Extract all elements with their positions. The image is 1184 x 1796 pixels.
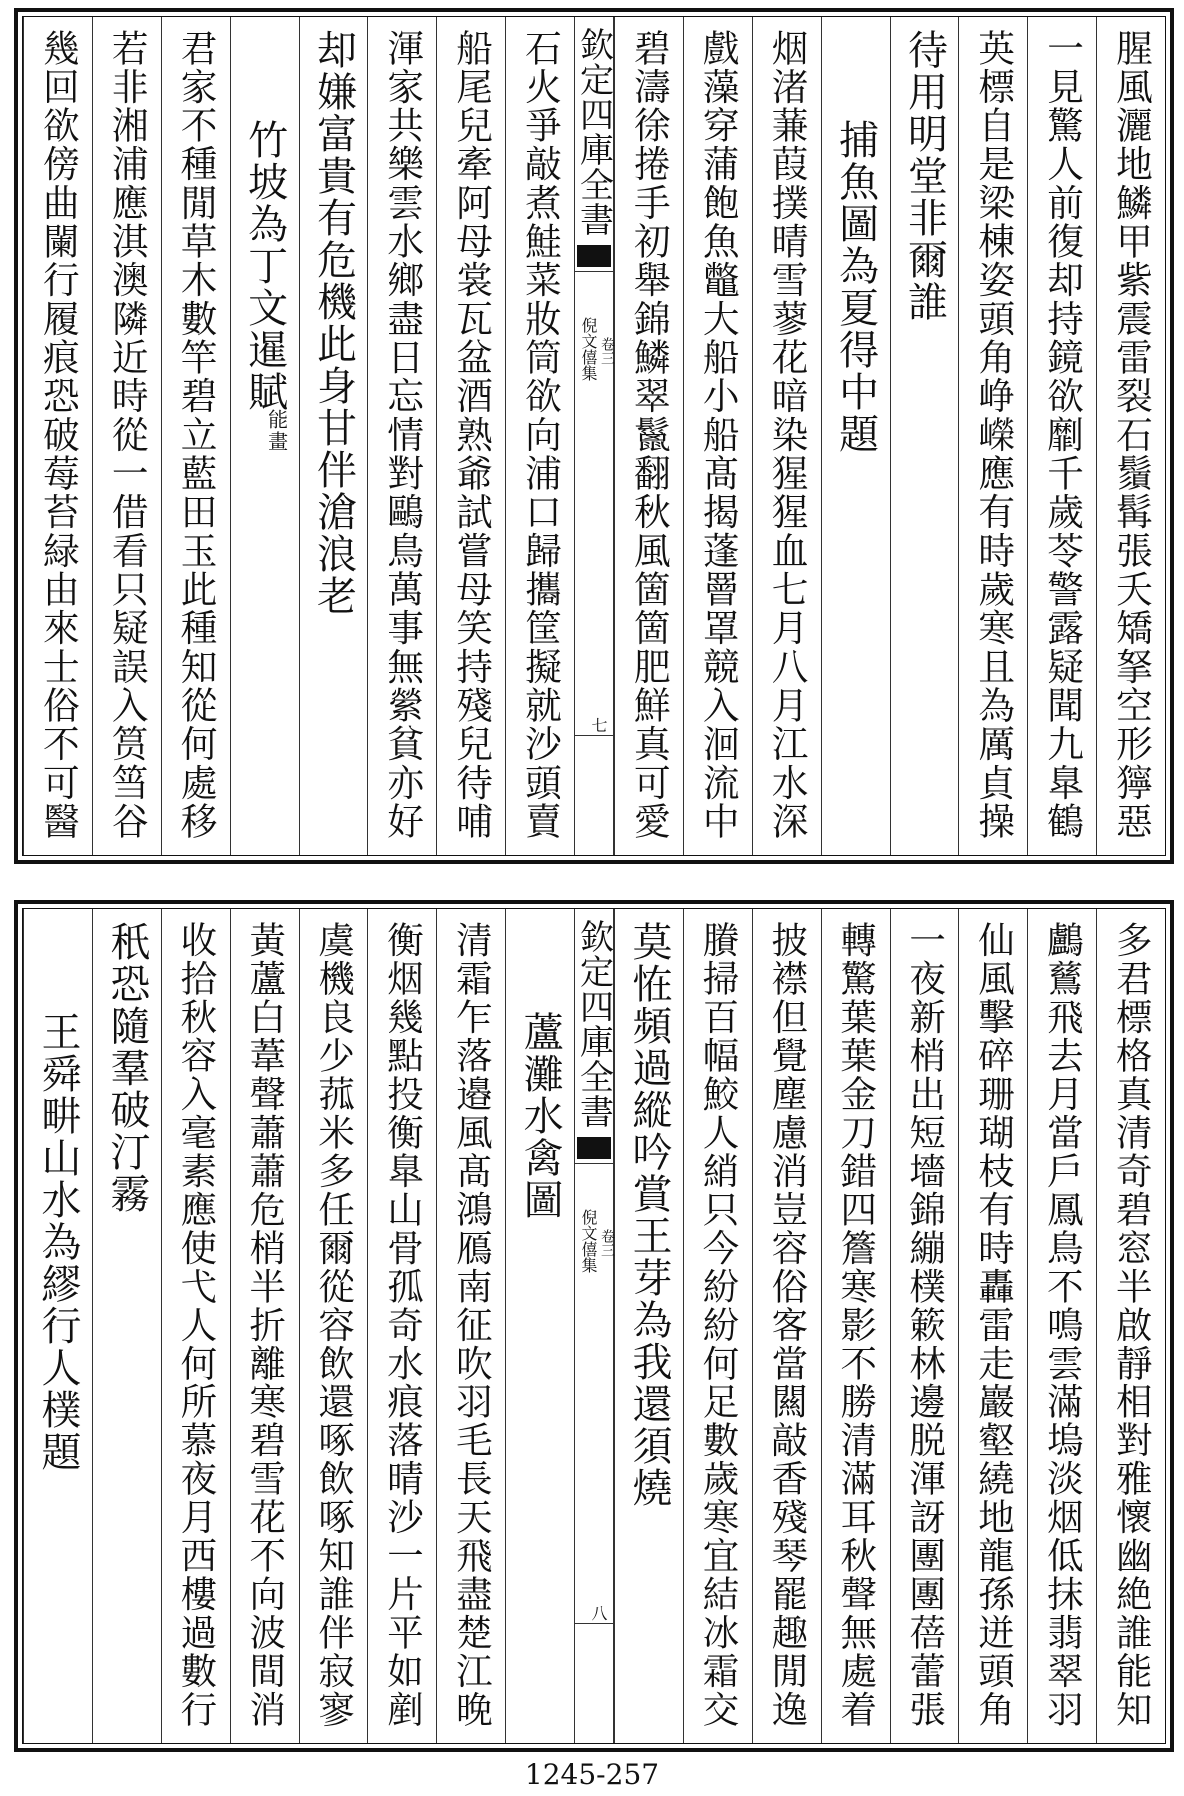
text-column (23, 909, 92, 1743)
text-column (1096, 909, 1165, 1743)
verse-line: 幾回欲傍曲闌行履痕恐破莓苔緑由來士俗不可醫 (37, 29, 81, 841)
leaf-rule (575, 1623, 613, 1624)
leaf-number: 八 (589, 1605, 608, 1621)
juan-number: 卷三 (599, 337, 615, 365)
verse-line: 黃蘆白葦聲蕭蕭危梢半折離寒碧雪花不向波間消 (243, 921, 287, 1729)
verse-line: 戲藻穿蒲飽魚鼈大船小船髙揭蓬罾罩競入洄流中 (697, 29, 741, 841)
verse-line: 仙風擊碎珊瑚枝有時轟雷走巖壑繞地龍孫迸頭角 (972, 921, 1016, 1729)
text-column (92, 909, 161, 1743)
text-column (367, 17, 436, 855)
text-column (436, 17, 505, 855)
text-column (683, 909, 752, 1743)
text-column (1027, 17, 1096, 855)
verse-line: 待用明堂非爾誰 (901, 29, 948, 323)
text-column (752, 909, 821, 1743)
fold-column (574, 909, 614, 1743)
text-column (614, 17, 683, 855)
fishtail-rule (575, 271, 613, 272)
poem-title: 竹坡為丁文暹賦 (241, 119, 288, 413)
text-column (299, 17, 368, 855)
verse-line: 碧濤徐捲手初舉錦鱗翠鬣翻秋風箇箇肥鮮真可愛 (628, 29, 672, 841)
verse-line: 披襟但覺塵慮消豈容俗客當闗敲香殘琴罷趣閒逸 (765, 921, 809, 1729)
verse-line: 却嫌富貴有危機此身甘伴滄浪老 (310, 29, 357, 617)
text-column (614, 909, 683, 1743)
verse-line: 鸕鶿飛去月當戶鳳鳥不鳴雲滿塢淡烟低抹翡翠羽 (1041, 921, 1085, 1729)
text-column (367, 909, 436, 1743)
text-column (958, 17, 1027, 855)
fishtail-mark (577, 1137, 611, 1159)
verse-line: 一見驚人前復却持鏡欲劘千歲苓警露疑聞九臯鶴 (1041, 29, 1085, 841)
verse-line: 若非湘浦應淇澳隣近時從一借看只疑誤入筼筜谷 (106, 29, 150, 841)
text-column (890, 909, 959, 1743)
verse-line: 船尾兒牽阿母裳瓦盆酒熟爺試嘗母笑持殘兒待哺 (450, 29, 494, 841)
fold-column (574, 17, 614, 855)
poem-title: 王舜畊山水為繆行人樸題 (34, 1011, 81, 1473)
book-title: 欽定四庫全書 (573, 919, 614, 1129)
verse-line: 烟渚蒹葭撲晴雪蓼花暗染猩猩血七月八月江水深 (766, 29, 810, 841)
text-column (230, 909, 299, 1743)
text-column (230, 17, 299, 855)
text-column (92, 17, 161, 855)
verse-line: 君家不種閒草木數竿碧立藍田玉此種知從何處移 (175, 29, 219, 841)
verse-line: 虞機良少菰米多任爾從容飲還啄飲啄知誰伴寂寥 (312, 921, 356, 1729)
verse-line: 衡烟幾點投衡臯山骨孤奇水痕落晴沙一片平如剷 (381, 921, 425, 1729)
text-column (161, 17, 230, 855)
text-column (890, 17, 959, 855)
author-note: 能畫 (264, 409, 289, 453)
verse-line: 石火爭敲煮鮭菜妝筒欲向浦口歸攜筐擬就沙頭賣 (519, 29, 563, 841)
text-column (436, 909, 505, 1743)
verse-line: 收拾秋容入毫素應使弋人何所慕夜月西樓過數行 (174, 921, 218, 1729)
verse-line: 一夜新梢出短墻錦繃樸簌林邊脱渾訝團團蓓蕾張 (903, 921, 947, 1729)
verse-line: 秖恐隨羣破汀霧 (103, 921, 150, 1215)
verse-line: 賸掃百幅鮫人綃只今紛紛何足數歲寒宜結冰霜交 (697, 921, 741, 1729)
verse-line: 腥風灑地鱗甲紫震雷裂石鬚髯張夭矯拏空形獰惡 (1110, 29, 1154, 841)
text-column (821, 909, 890, 1743)
text-column (683, 17, 752, 855)
text-column (1096, 17, 1165, 855)
text-column (821, 17, 890, 855)
fishtail-mark (577, 245, 611, 267)
verse-line: 莫恠頻過縱吟賞王芽為我還須燒 (625, 921, 672, 1509)
verse-line: 多君標格真清奇碧窓半啟靜相對雅懷幽絶誰能知 (1110, 921, 1154, 1729)
book-title: 欽定四庫全書 (573, 27, 614, 237)
text-column (505, 909, 574, 1743)
text-column (958, 909, 1027, 1743)
top-page (14, 8, 1174, 864)
text-column (161, 909, 230, 1743)
poem-title: 捕魚圖為夏得中題 (832, 119, 879, 455)
verse-line: 渾家共樂雲水鄉盡日忘情對鷗鳥萬事無縈貧亦好 (381, 29, 425, 841)
text-column (299, 909, 368, 1743)
text-column (505, 17, 574, 855)
page-number: 1245-257 (524, 1758, 660, 1791)
fishtail-rule (575, 1163, 613, 1164)
collection-name: 倪文僖集 (579, 317, 598, 381)
leaf-rule (575, 735, 613, 736)
juan-number: 卷三 (599, 1229, 615, 1257)
verse-line: 轉驚葉葉金刀錯四簷寒影不勝清滿耳秋聲無處着 (834, 921, 878, 1729)
verse-line: 英標自是梁棟姿頭角峥嶸應有時歲寒且為厲貞操 (972, 29, 1016, 841)
verse-line: 清霜乍落邉風髙鴻鴈南征吹羽毛長天飛盡楚江晚 (450, 921, 494, 1729)
top-page-frame (22, 16, 1166, 856)
text-column (1027, 909, 1096, 1743)
text-column (752, 17, 821, 855)
text-column (23, 17, 92, 855)
collection-name: 倪文僖集 (579, 1209, 598, 1273)
bottom-page-frame (22, 908, 1166, 1744)
poem-title: 蘆灘水禽圖 (517, 1011, 564, 1221)
leaf-number: 七 (589, 717, 608, 733)
bottom-page (14, 900, 1174, 1752)
